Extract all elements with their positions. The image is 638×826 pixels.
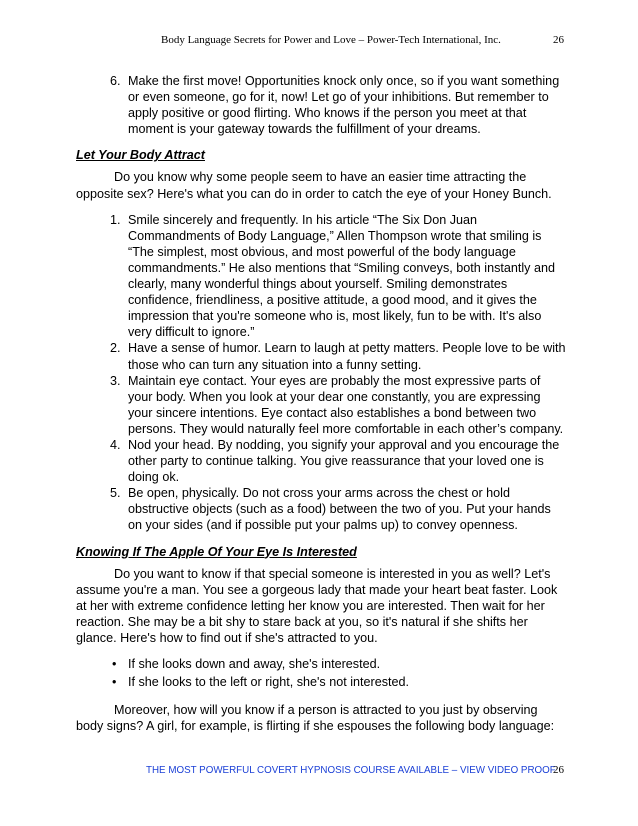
list-text: Have a sense of humor. Learn to laugh at petty matters. People love to be with those who can turn any situation into a funny setting. <box>128 341 566 372</box>
list-item <box>76 485 566 533</box>
list-item <box>76 373 566 437</box>
header-page-number: 26 <box>553 34 564 46</box>
list-text: Be open, physically. Do not cross your arms across the chest or hold obstructive objects (such as a food) between the two of you. Put your hands on your sides (and if possible put your palms up) to convey openness. <box>128 486 551 533</box>
header-title: Body Language Secrets for Power and Love – Power-Tech International, Inc. <box>161 34 501 46</box>
list-text: Make the first move! Opportunities knock only once, so if you want something or even someone, go for it, now! Let go of your inhibitions. But remember to apply positive or good flirting. Who knows if the person you meet at that moment is your gateway towards the fulfillment of your dreams. <box>128 74 560 137</box>
bullet-icon: • <box>112 675 117 690</box>
list-number: 4. <box>110 437 121 452</box>
list-number: 6. <box>110 74 121 88</box>
footer-page-number: 26 <box>553 764 564 776</box>
page-content <box>76 73 566 744</box>
list-item-6 <box>76 73 566 137</box>
list-number: 5. <box>110 486 121 501</box>
closing-paragraph: Moreover, how will you know if a person is attracted to you just by observing body signs? A girl, for example, is flirting if she espouses the following body language: <box>76 703 555 734</box>
section-intro: Do you know why some people seem to have an easier time attracting the opposite sex? Here's what you can do in order to catch the eye of your Honey Bunch. <box>76 170 552 201</box>
list-item <box>76 437 566 485</box>
list-item <box>76 212 566 341</box>
bullet-text: If she looks to the left or right, she's not interested. <box>128 675 410 690</box>
bullet-text: If she looks down and away, she's interested. <box>128 657 381 672</box>
list-item <box>76 340 566 372</box>
bullet-list <box>76 656 566 690</box>
bullet-item <box>76 674 566 690</box>
section-intro: Do you want to know if that special someone is interested in you as well? Let's assume you're a man. You see a gorgeous lady that made your heart beat faster. Look at her with extreme confidence letting her know you are interested. Then wait for her reaction. She may be a bit shy to stare back at you, so it's natural if she shifts her glance. Here's how to find out if she's attracted to you. <box>76 566 558 645</box>
numbered-list <box>76 212 566 534</box>
video-proof-link[interactable]: THE MOST POWERFUL COVERT HYPNOSIS COURSE AVAILABLE – VIEW VIDEO PROOF <box>146 765 556 776</box>
list-text: Smile sincerely and frequently. In his article “The Six Don Juan Commandments of Body Language,” Allen Thompson wrote that smiling is “The simplest, most obvious, and most powerful of the body language commandments.” He also mentions that “Smiling conveys, both instantly and clearly, many wonderful things about yourself. Smiling demonstrates confidence, friendliness, a positive attitude, a good mood, and it gives the impression that you're someone who is, most likely, fun to be with. It's also very difficult to ignore.” <box>128 212 555 340</box>
list-text: Nod your head. By nodding, you signify your approval and you encourage the other party to continue talking. You give reassurance that your loved one is doing ok. <box>128 437 560 485</box>
list-number: 2. <box>110 341 121 356</box>
bullet-item <box>76 656 566 672</box>
list-text: Maintain eye contact. Your eyes are probably the most expressive parts of your body. When you look at your dear one constantly, you are expressing your sincere intentions. Eye contact also establishes a bond between two persons. They would naturally feel more comfortable in each other’s company. <box>128 373 564 436</box>
section-heading-body-attract: Let Your Body Attract <box>76 148 205 163</box>
list-number: 1. <box>110 212 121 227</box>
bullet-icon: • <box>112 657 117 672</box>
list-number: 3. <box>110 373 121 388</box>
section-heading-apple-of-eye: Knowing If The Apple Of Your Eye Is Interested <box>76 544 357 559</box>
